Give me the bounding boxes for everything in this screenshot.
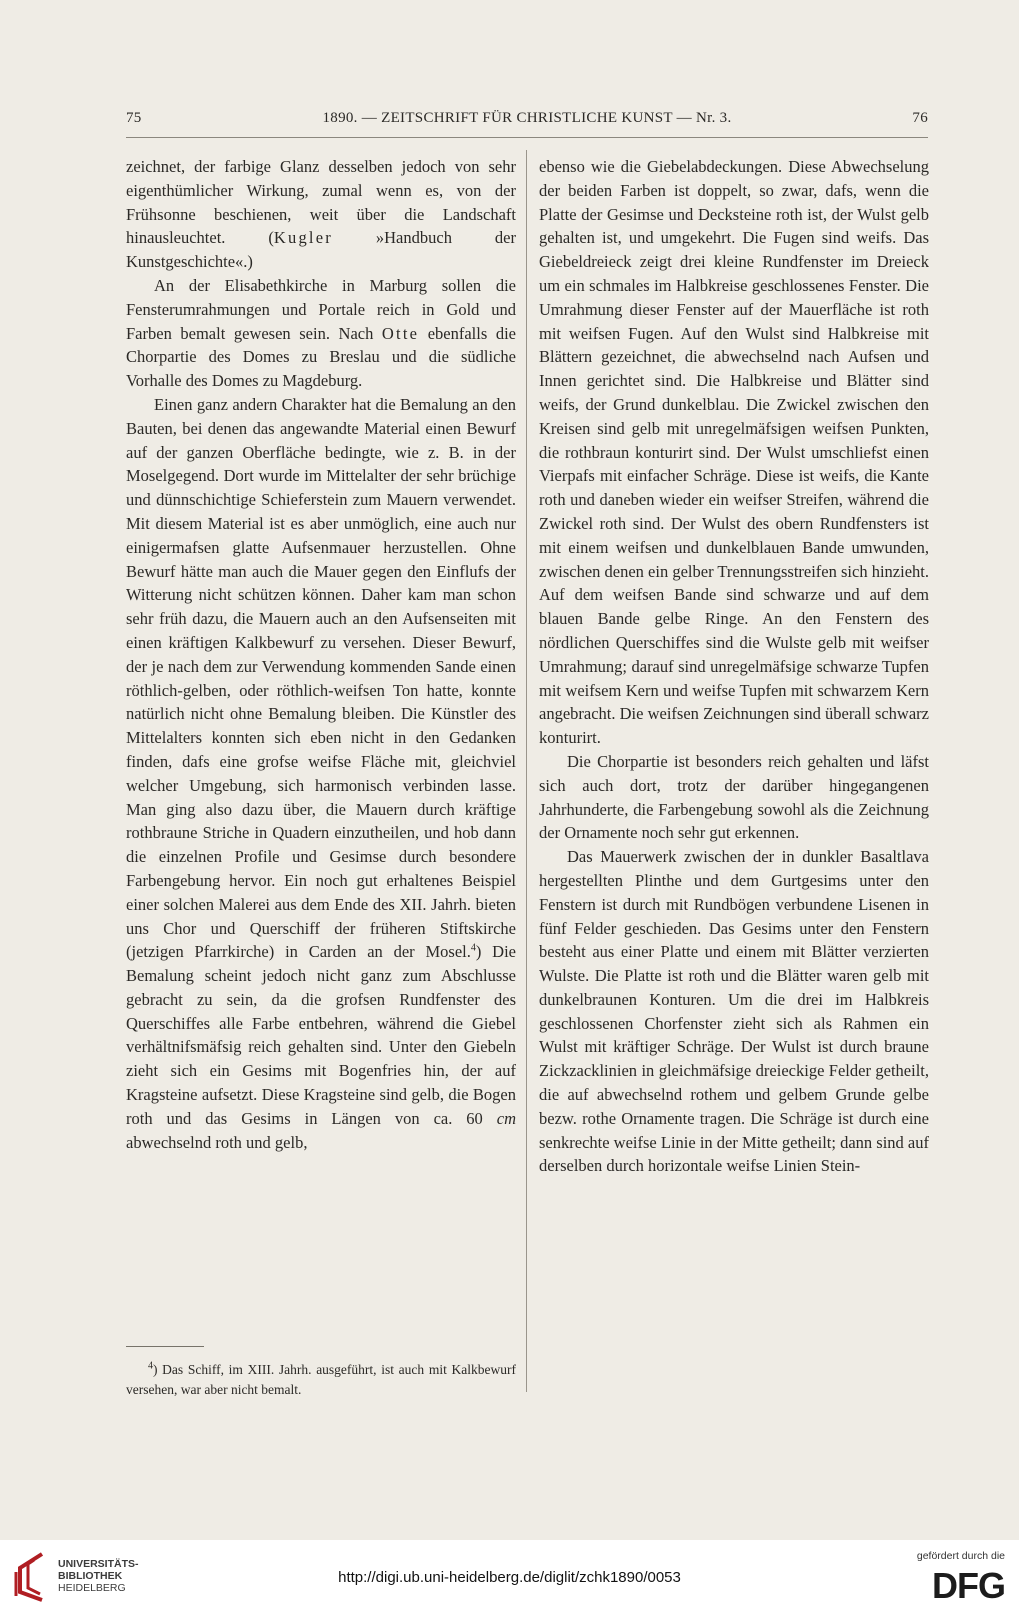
library-line: HEIDELBERG	[58, 1582, 126, 1594]
funding-caption: gefördert durch die	[916, 1550, 1005, 1562]
text-run: abwechselnd roth und gelb,	[126, 1132, 308, 1152]
library-line: UNIVERSITÄTS-	[58, 1558, 139, 1570]
footnote	[126, 1360, 516, 1400]
page-number-right: 76	[912, 110, 928, 126]
journal-title: 1890. — ZEITSCHRIFT FÜR CHRISTLICHE KUNST — Nr. 3.	[322, 110, 732, 126]
digitization-footer	[0, 1540, 1019, 1615]
column-divider	[526, 150, 527, 1392]
text-run: An der Elisabethkirche in Marburg sollen die Fensterumrahmungen und Portale reich in Gold und Farben bemalt gewesen sein. Nach	[126, 275, 516, 343]
right-paragraph-1: ebenso wie die Giebelabdeckungen. Diese Abwechselung der beiden Farben ist doppelt, so zwar, dafs, wenn die Platte der Gesimse und Decksteine roth ist, der Wulst gelb gehalten ist, und umgekehrt. Die Fugen sind weifs. Das Giebeldreieck zeigt drei kleine Rundfenster im Dreieck um ein schmales im Halbkreise geschlossenes Fenster. Die Umrahmung dieser Fenster auf der Mauerfläche ist roth mit weifsen Fugen. Auf den Wulst sind Halbkreise mit Blättern gezeichnet, die abwechselnd nach Aufsen und Innen gerichtet sind. Die Halbkreise und Blätter sind weifs, der Grund dunkelblau. Die Zwickel zwischen den Kreisen sind gelb mit unregelmäfsigen weifsen Punkten, die rothbraun konturirt sind. Der Wulst umschliefst einen Vierpafs mit einfacher Schräge. Diese ist weifs, die Kante roth und daneben wieder ein weifser Streifen, während die Zwickel roth sind. Der Wulst des obern Rundfensters ist mit einem weifsen und dunkelblauen Bande umwunden, zwischen denen ein gelber Trennungsstreifen sich hinzieht. Auf dem weifsen Bande sind schwarze und auf dem blauen Bande gelbe Ringe. An den Fenstern des nördlichen Querschiffes sind die Wulste gelb mit weifser Umrahmung; darauf sind unregelmäfsige schwarze Tupfen mit weifsem Kern und weifse Tupfen mit schwarzem Kern angebracht. Die weifsen Zeichnungen sind überall schwarz konturirt.	[539, 157, 929, 748]
text-run: »Handbuch der Kunstgeschichte«.)	[126, 228, 516, 272]
header-rule	[126, 137, 928, 138]
page-number-left: 75	[126, 110, 142, 126]
author-name-otte: Otte	[381, 323, 420, 343]
footnote-text: ) Das Schiff, im XIII. Jahrh. ausgeführt, ist auch mit Kalkbewurf versehen, war aber nicht bemalt.	[126, 1362, 516, 1397]
left-paragraph-1	[126, 155, 516, 274]
text-run: ) Die Bemalung scheint jedoch nicht ganz zum Abschlusse gebracht zu sein, da die grofsen Rundfenster des Querschiffes alle Farbe entbehren, während die Giebel verhältnifsmäfsig reich gehalten sind. Unter den Giebeln zieht sich ein Gesims mit Bogenfries hin, der auf Kragsteine aufsetzt. Diese Kragsteine sind gelb, die Bogen roth und das Gesims in Längen von ca. 60	[126, 942, 516, 1128]
unit-cm: cm	[496, 1108, 516, 1128]
text-run: zeichnet, der farbige Glanz desselben jedoch von sehr eigenthümlicher Wirkung, zumal wenn es, von der Frühsonne beschienen, weit über die Landschaft hinausleuchtet. (	[126, 157, 516, 248]
right-column	[539, 155, 929, 1178]
left-paragraph-2	[126, 274, 516, 393]
dfg-logo[interactable]: DFG	[932, 1565, 1005, 1606]
running-header	[126, 108, 928, 132]
text-run: Einen ganz andern Charakter hat die Bemalung an den Bauten, bei denen das angewandte Material einen Bewurf auf der ganzen Oberfläche bedingte, wie z. B. in der Moselgegend. Dort wurde im Mittelalter der sehr brüchige und dünnschichtige Schieferstein zum Mauern verwendet. Mit diesem Material ist es aber unmöglich, eine auch nur einigermafsen glatte Aufsenmauer herzustellen. Ohne Bewurf hätte man auch die Mauer gegen den Einflufs der Witterung nicht schützen können. Daher kam man schon sehr früh dazu, die Mauern auch an den Aufsenseiten mit einen kräftigen Kalkbewurf zu versehen. Dieser Bewurf, der je nach dem zur Verwendung kommenden Sande einen röthlich-gelben, oder röthlich-weifsen Ton hatte, konnte natürlich nicht ohne Bemalung bleiben. Die Künstler des Mittelalters konnten sich eben nicht in den Gedanken finden, dafs eine grofse weifse Fläche mit, gleichviel welcher Umgebung, sich harmonisch verbinden lasse. Man ging also dazu über, die Mauern durch kräftige rothbraune Striche in Quadern einzutheilen, und hob dann die einzelnen Profile und Gesimse durch besondere Farbengebung hervor. Ein noch gut erhaltenes Beispiel einer solchen Malerei aus dem Ende des XII. Jahrh. bieten uns Chor und Querschiff der früheren Stiftskirche (jetzigen Pfarrkirche) in Carden an der Mosel.	[126, 394, 516, 962]
left-column	[126, 155, 516, 1154]
text-run: ebenfalls die Chorpartie des Domes zu Breslau und die südliche Vorhalle des Domes zu Magdeburg.	[126, 323, 517, 391]
left-paragraph-3	[126, 393, 516, 1155]
footnote-rule	[126, 1346, 204, 1347]
right-paragraph-2: Die Chorpartie ist besonders reich gehalten und läfst sich auch dort, trotz der darüber hingegangenen Jahrhunderte, die Farbengebung sowohl als die Zeichnung der Ornamente noch sehr gut erkennen.	[539, 751, 929, 843]
footnote-reference: 4	[470, 942, 476, 954]
author-name-kugler: Kugler	[273, 228, 333, 248]
right-paragraph-3: Das Mauerwerk zwischen der in dunkler Basaltlava hergestellten Plinthe und dem Gurtgesims unter den Fenstern ist durch mit Rundbögen verbundene Lisenen in fünf Felder geschieden. Das Gesims unter den Fenstern besteht aus einer Platte und einem mit Blätter verzierten Wulste. Die Platte ist roth und die Blätter waren gelb mit dunkelbraunen Konturen. Um die drei im Halbkreis geschlossenen Chorfenster zieht sich als Rahmen ein Wulst mit kräftiger Schräge. Der Wulst ist durch braune Zickzacklinien in gleichmäfsige dreieckige Felder getheilt, die auf abwechselnd rothem und gelbem Grunde gelbe bezw. rothe Ornamente tragen. Die Schräge ist durch eine senkrechte weifse Linie in der Mitte getheilt; dann sind auf derselben durch horizontale weifse Linien Stein-	[539, 847, 929, 1176]
library-line: BIBLIOTHEK	[58, 1570, 123, 1582]
permalink-url[interactable]: http://digi.ub.uni-heidelberg.de/diglit/zchk1890/0053	[338, 1569, 681, 1586]
footnote-mark: 4	[148, 1360, 153, 1372]
